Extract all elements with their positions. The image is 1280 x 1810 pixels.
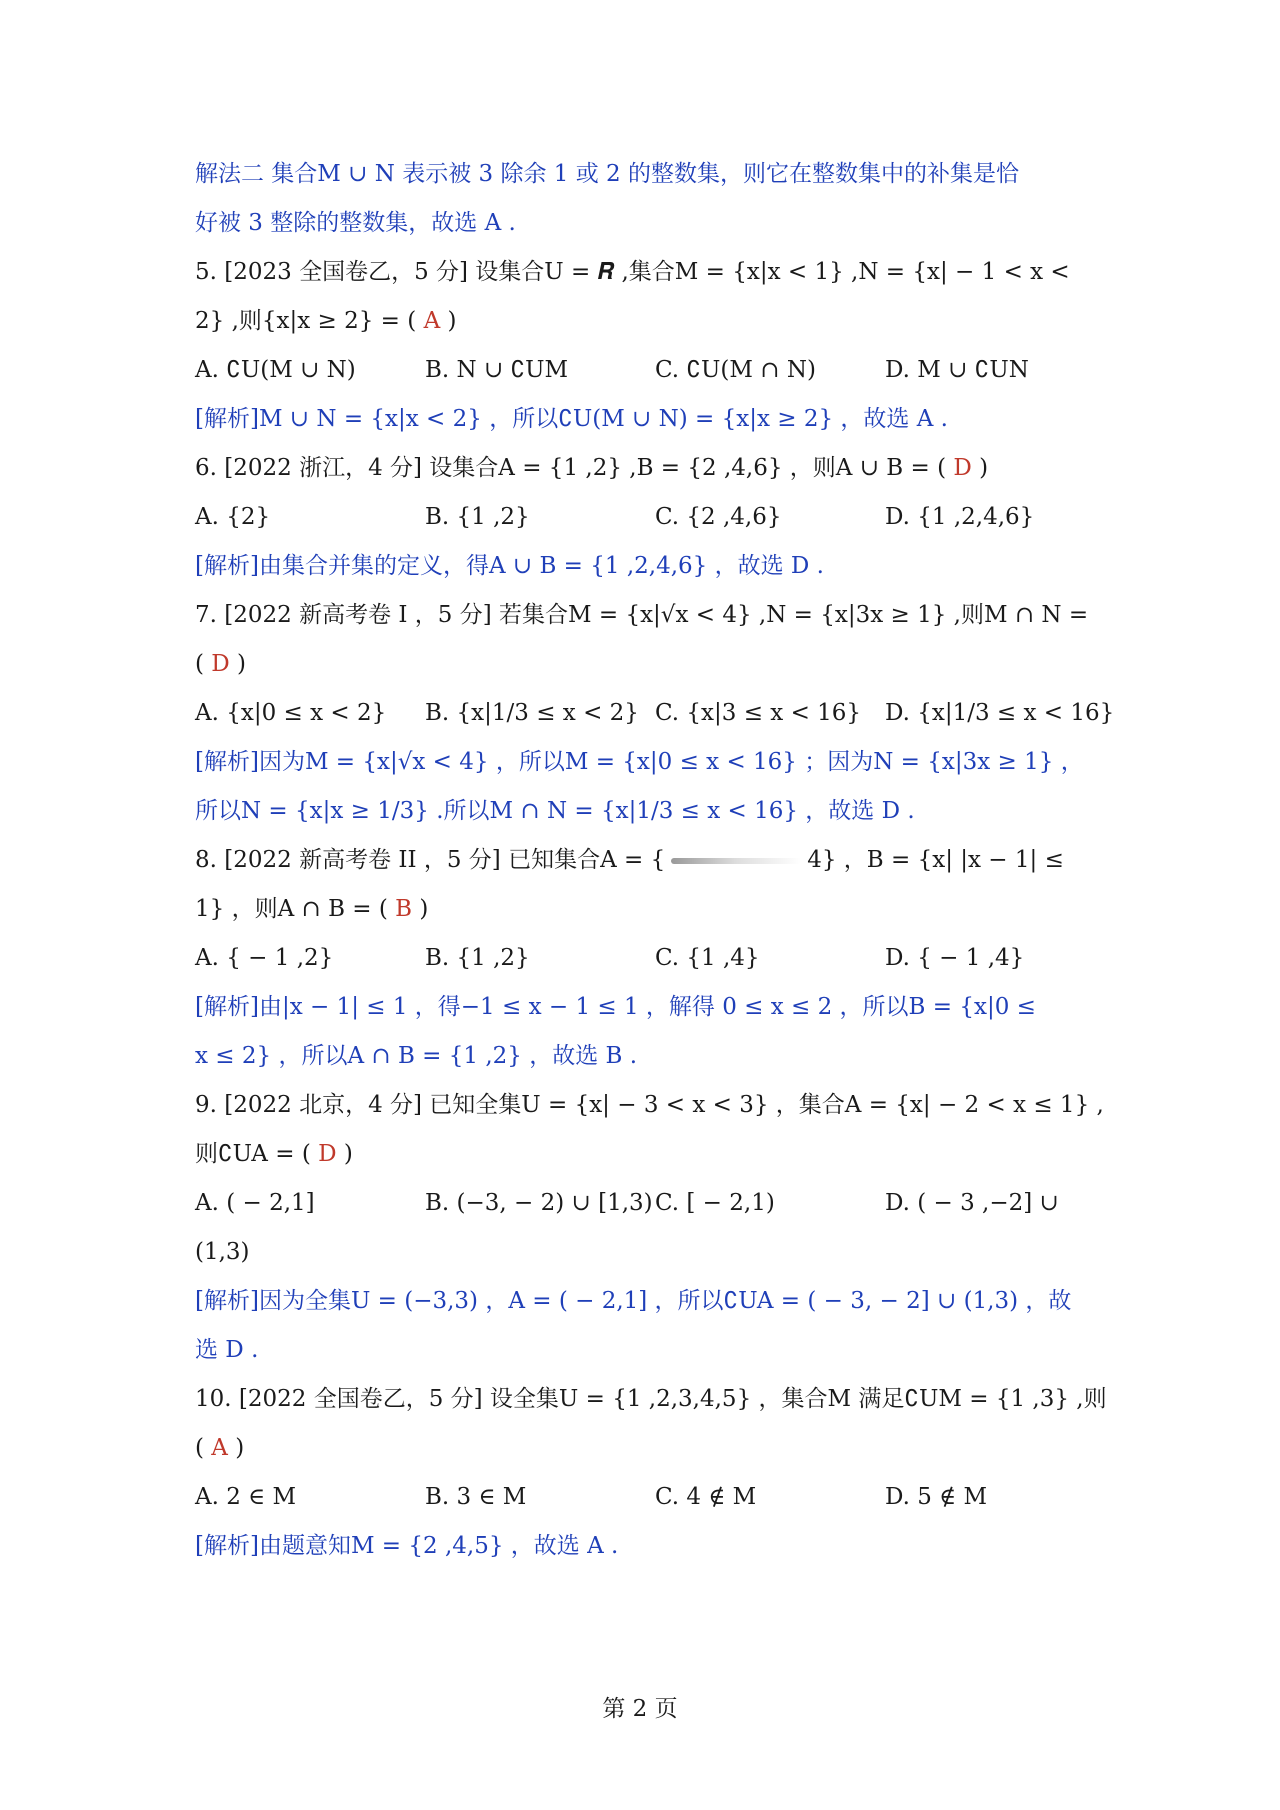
q8-analysis-line-1: [解析]由|x − 1| ≤ 1 ，得−1 ≤ x − 1 ≤ 1 ，解得 0 ≤ x ≤ 2 ，所以B = {x|0 ≤ bbox=[195, 994, 1036, 1020]
q9-analysis-line-2: 选 D . bbox=[195, 1337, 259, 1363]
q5-stem-line-2 bbox=[195, 297, 1095, 346]
q7-analysis-line-2: 所以N = {x|x ≥ 1/3} .所以M ∩ N = {x|1/3 ≤ x < 16} ，故选 D . bbox=[195, 798, 915, 824]
q8-analysis-line-2: x ≤ 2} ，所以A ∩ B = {1 ,2} ，故选 B . bbox=[195, 1043, 638, 1069]
q8-answer: B bbox=[395, 896, 413, 922]
q7-option-c: C. {x|3 ≤ x < 16} bbox=[655, 700, 862, 726]
q8-stem-b: 4} ，B = {x| |x − 1| ≤ bbox=[807, 847, 1064, 873]
q5-stem-text: 2} ,则{x|x ≥ 2} = ( bbox=[195, 308, 424, 334]
q6-answer: D bbox=[953, 455, 972, 481]
q5-analysis: [解析]M ∪ N = {x|x < 2} ，所以∁U(M ∪ N) = {x|x ≥ 2} ，故选 A . bbox=[195, 406, 948, 432]
q10-stem-line-1: 10. [2022 全国卷乙，5 分] 设全集U = {1 ,2,3,4,5} ，集合M 满足∁UM = {1 ,3} ,则 bbox=[195, 1386, 1107, 1412]
document-page bbox=[195, 150, 1115, 1571]
q8-stem-a: 8. [2022 新高考卷 II ，5 分] 已知集合A = { bbox=[195, 847, 666, 873]
q6-option-a: A. {2} bbox=[195, 504, 271, 530]
q10-option-a: A. 2 ∈ M bbox=[195, 1484, 297, 1510]
q5-option-b: B. N ∪ ∁UM bbox=[425, 357, 569, 383]
q9-option-d-wrap: (1,3) bbox=[195, 1239, 250, 1265]
q9-option-d: D. ( − 3 ,−2] ∪ bbox=[885, 1190, 1059, 1216]
q5-options bbox=[195, 346, 1095, 395]
q8-stem-text: 1} ，则A ∩ B = ( bbox=[195, 896, 396, 922]
q9-analysis-line-1: [解析]因为全集U = (−3,3) ，A = ( − 2,1] ，所以∁UA = ( − 3, − 2] ∪ (1,3) ，故 bbox=[195, 1288, 1072, 1314]
q6-option-b: B. {1 ,2} bbox=[425, 504, 530, 530]
q10-close: ) bbox=[227, 1435, 245, 1461]
intro-line-2: 好被 3 整除的整数集，故选 A . bbox=[195, 210, 516, 236]
q9-option-c: C. [ − 2,1) bbox=[655, 1190, 775, 1216]
q6-option-c: C. {2 ,4,6} bbox=[655, 504, 782, 530]
q8-stem-line-1 bbox=[195, 836, 1095, 885]
q10-options bbox=[195, 1473, 1095, 1522]
q8-option-d: D. { − 1 ,4} bbox=[885, 945, 1025, 971]
q9-stem-line-2 bbox=[195, 1130, 1095, 1179]
q10-analysis: [解析]由题意知M = {2 ,4,5} ，故选 A . bbox=[195, 1533, 619, 1559]
q8-close: ) bbox=[412, 896, 429, 922]
page-number: 第 2 页 bbox=[602, 1696, 678, 1722]
q10-answer: A bbox=[211, 1435, 228, 1461]
q5-stem-line-1: 5. [2023 全国卷乙，5 分] 设集合U = 𝑹 ,集合M = {x|x < 1} ,N = {x| − 1 < x < bbox=[195, 259, 1070, 285]
q10-option-c: C. 4 ∉ M bbox=[655, 1484, 757, 1510]
q7-option-a: A. {x|0 ≤ x < 2} bbox=[195, 700, 387, 726]
q7-options bbox=[195, 689, 1115, 738]
q7-close: ) bbox=[229, 651, 247, 677]
q8-option-a: A. { − 1 ,2} bbox=[195, 945, 334, 971]
q8-option-b: B. {1 ,2} bbox=[425, 945, 530, 971]
q7-stem-text: ( bbox=[195, 651, 212, 677]
q9-stem-text: 则∁UA = ( bbox=[195, 1141, 319, 1167]
q5-answer: A bbox=[423, 308, 441, 334]
q8-options bbox=[195, 934, 1095, 983]
q5-option-d: D. M ∪ ∁UN bbox=[885, 357, 1029, 383]
q6-option-d: D. {1 ,2,4,6} bbox=[885, 504, 1035, 530]
q8-option-c: C. {1 ,4} bbox=[655, 945, 760, 971]
q7-option-b: B. {x|1/3 ≤ x < 2} bbox=[425, 700, 639, 726]
q6-options bbox=[195, 493, 1095, 542]
q5-option-a: A. ∁U(M ∪ N) bbox=[195, 357, 356, 383]
q6-stem bbox=[195, 444, 1095, 493]
q6-stem-text: 6. [2022 浙江，4 分] 设集合A = {1 ,2} ,B = {2 ,4,6} ，则A ∪ B = ( bbox=[195, 455, 954, 481]
q9-option-a: A. ( − 2,1] bbox=[195, 1190, 315, 1216]
q9-answer: D bbox=[318, 1141, 337, 1167]
q7-analysis-line-1: [解析]因为M = {x|√x < 4} ，所以M = {x|0 ≤ x < 16} ；因为N = {x|3x ≥ 1} ， bbox=[195, 749, 1084, 775]
q10-option-d: D. 5 ∉ M bbox=[885, 1484, 988, 1510]
q5-option-c: C. ∁U(M ∩ N) bbox=[655, 357, 816, 383]
q6-analysis: [解析]由集合并集的定义，得A ∪ B = {1 ,2,4,6} ，故选 D . bbox=[195, 553, 824, 579]
q7-stem-line-1: 7. [2022 新高考卷 I ，5 分] 若集合M = {x|√x < 4} ,N = {x|3x ≥ 1} ,则M ∩ N = bbox=[195, 602, 1089, 628]
redacted-mark bbox=[671, 858, 801, 864]
q8-stem-line-2 bbox=[195, 885, 1095, 934]
q9-options bbox=[195, 1179, 1095, 1228]
q10-stem-line-2 bbox=[195, 1424, 1095, 1473]
q5-close: ) bbox=[440, 308, 457, 334]
q10-option-b: B. 3 ∈ M bbox=[425, 1484, 527, 1510]
q7-stem-line-2 bbox=[195, 640, 1095, 689]
intro-line-1: 解法二 集合M ∪ N 表示被 3 除余 1 或 2 的整数集，则它在整数集中的补集是恰 bbox=[195, 161, 1019, 187]
q7-answer: D bbox=[211, 651, 230, 677]
q6-close: ) bbox=[971, 455, 989, 481]
q9-option-b: B. (−3, − 2) ∪ [1,3) bbox=[425, 1190, 653, 1216]
q9-close: ) bbox=[336, 1141, 353, 1167]
q7-option-d: D. {x|1/3 ≤ x < 16} bbox=[885, 700, 1115, 726]
q9-stem-line-1: 9. [2022 北京，4 分] 已知全集U = {x| − 3 < x < 3} ，集合A = {x| − 2 < x ≤ 1} , bbox=[195, 1092, 1104, 1118]
q10-stem-text: ( bbox=[195, 1435, 212, 1461]
